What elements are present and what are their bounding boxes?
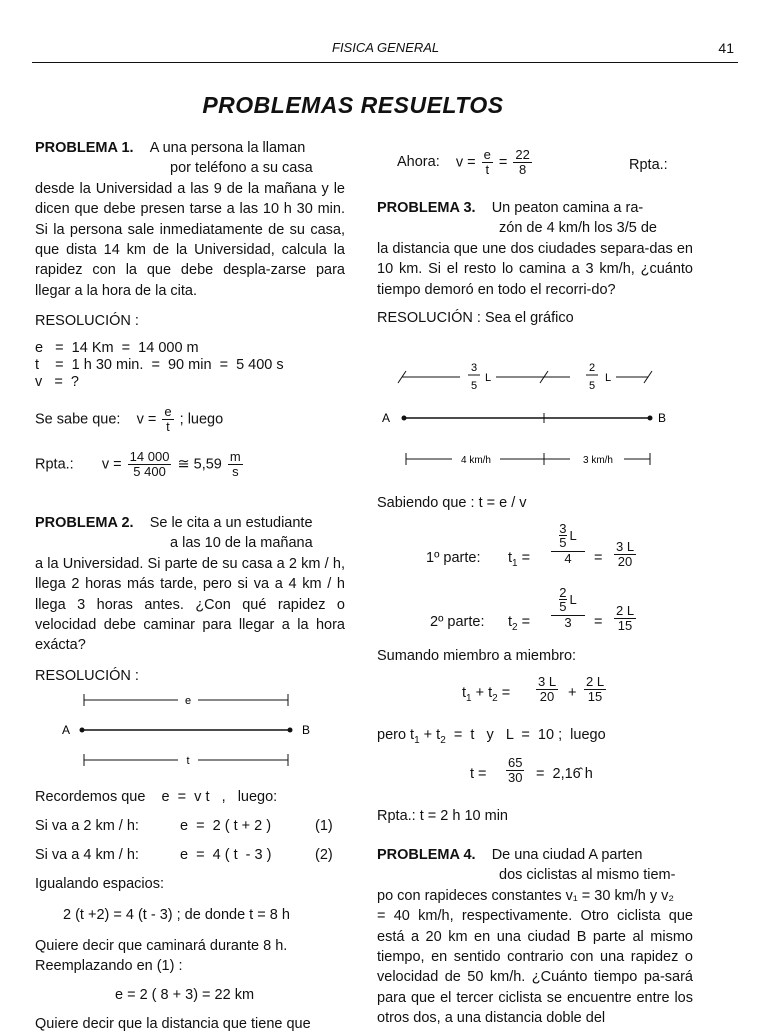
problem-2-diagram xyxy=(60,688,330,768)
problem-3-body: la distancia que une dos ciudades separa-das en 10 km. Si el resto lo camina a 3 km/h, ¿cuánto tiempo demoró en todo el recorri-do? xyxy=(377,240,693,298)
problem-2-body: a la Universidad. Si parte de su casa a 2 km / h, llega 2 horas más tarde, pero si va a 4 km / h llega 3 horas antes. ¿Con qué rapidez o velocidad debe caminar para llegar a la hora exácta? xyxy=(35,555,345,654)
case-2kmh: Si va a 2 km / h: xyxy=(35,818,139,834)
formula-v: v = xyxy=(136,410,157,427)
speed-3: 3 km/h xyxy=(582,455,614,466)
L-label-1: L xyxy=(485,372,492,384)
ahora-label: Ahora: xyxy=(397,154,440,171)
reemplazando: Reemplazando en (1) : xyxy=(35,958,183,974)
data-v: v = ? xyxy=(35,373,79,390)
eq-2: e = 4 ( t - 3 ) xyxy=(180,847,272,863)
sum-eq: $t_1 + t_2$ = $\frac{3 L}{20}$ + $\frac{2 L}{15}$ xyxy=(462,674,605,704)
problem-4 xyxy=(377,845,693,1029)
problem-2-solution xyxy=(35,783,345,1034)
rpta-v: v = xyxy=(101,455,122,472)
problem-3 xyxy=(377,198,693,328)
rpta-label: Rpta.: xyxy=(35,455,74,472)
reemplazo-eq: e = 2 ( 8 + 3) = 22 km xyxy=(115,987,255,1003)
part2-label: 2º parte: xyxy=(430,614,485,630)
problem-2-label: PROBLEMA 2. xyxy=(35,515,134,531)
data-e: e = 14 Km = 14 000 m xyxy=(35,339,199,356)
frac2-num: 2 xyxy=(588,362,596,374)
frac1-den: 5 xyxy=(470,380,478,392)
problem-3-line2: zón de 4 km/h los 3/5 de xyxy=(499,220,657,237)
problem-3-diagram xyxy=(380,355,670,470)
part2-result: $\frac{2 L}{15}$ xyxy=(616,603,635,633)
point-a: A xyxy=(382,411,391,425)
sumando: Sumando miembro a miembro: xyxy=(377,648,577,664)
frac2-den: 5 xyxy=(588,380,596,392)
problem-2-line2: a las 10 de la mañana xyxy=(170,535,313,552)
e-label: e xyxy=(184,695,192,707)
problem-1-line1: A una persona la llaman xyxy=(149,140,306,156)
fraction-e-t: $\frac{e}{t}$ xyxy=(164,403,172,434)
quiere-decir-1: Quiere decir que caminará durante 8 h. xyxy=(35,938,288,954)
case-4kmh: Si va a 4 km / h: xyxy=(35,847,139,863)
quiere-decir-2: Quiere decir que la distancia que tiene que xyxy=(35,1016,311,1032)
point-b: B xyxy=(302,723,311,737)
problem-1-body: desde la Universidad a las 9 de la mañana y le dicen que debe presen tarse a las 10 h 30 min. Si la persona sale inmediatamente de su casa, que dista 14 km de la Universidad, calcula la rapidez con la que debe despla-zarse para llegar a la hora de la cita. xyxy=(35,180,345,299)
point-b: B xyxy=(658,411,667,425)
se-sabe-que: Se sabe que: xyxy=(35,410,121,427)
problem-4-body: = 40 km/h, respectivamente. Otro ciclista que está a 20 km en una ciudad B parte al mismo tiempo, en sentido contrario con una rapidez o velocidad de 50 km/h. ¿Cuánto tiempo pa-sará para que el tercer ciclista se encuentre entre los otros dos, a una distancia doble del xyxy=(377,908,693,1027)
problem-2 xyxy=(35,513,345,686)
L-label-2: L xyxy=(605,372,612,384)
problem-4-line2: dos ciclistas al mismo tiem- xyxy=(499,867,676,884)
recordemos: Recordemos que e = v t , luego: xyxy=(35,789,278,805)
problem-1-resolution: RESOLUCIÓN : xyxy=(35,313,139,330)
problem-1-label: PROBLEMA 1. xyxy=(35,140,134,156)
problem-3-rpta: Rpta.: t = 2 h 10 min xyxy=(377,808,508,824)
part2-eq: 2º parte: $t_2$ = 2 5 L 3 = $\frac{2 L}{15}$ xyxy=(430,585,635,633)
part1-label: 1º parte: xyxy=(426,550,481,566)
problem-4-label: PROBLEMA 4. xyxy=(377,847,476,863)
rpta-value: ≅ 5,59 xyxy=(177,455,222,472)
problem-4-line1: De una ciudad A parten xyxy=(491,847,643,863)
problem-4-line3: po con rapideces constantes v₁ = 30 km/h y v₂ xyxy=(377,887,675,904)
ahora-v: v = xyxy=(455,154,476,171)
running-title: FISICA GENERAL xyxy=(332,40,440,55)
eq-1: e = 2 ( t + 2 ) xyxy=(180,818,272,834)
speed-4: 4 km/h xyxy=(460,455,492,466)
problem-1-line2: por teléfono a su casa xyxy=(170,160,313,177)
problem-3-line1: Un peaton camina a ra- xyxy=(491,200,644,216)
point-a: A xyxy=(62,723,71,737)
page-number: 41 xyxy=(718,40,734,56)
luego-text: ; luego xyxy=(179,410,224,427)
igualando: Igualando espacios: xyxy=(35,876,164,892)
eq-1-number: (1) xyxy=(315,818,333,834)
eq-2-number: (2) xyxy=(315,847,333,863)
part1-eq: 1º parte: $t_1$ = 3 5 L 4 = $\frac{3 L}{20}$ xyxy=(426,521,635,569)
problem-2-line1: Se le cita a un estudiante xyxy=(149,515,313,531)
part1-complex-frac: 3 5 L 4 xyxy=(551,522,585,565)
ahora-frac-e-t: $\frac{e}{t}$ xyxy=(483,147,491,177)
problem-3-resolution: RESOLUCIÓN : Sea el gráfico xyxy=(377,310,574,327)
ahora-line: Ahora: v = $\frac{e}{t}$ = $\frac{22}{8}$ Rpta.: xyxy=(397,147,668,177)
part1-result: $\frac{3 L}{20}$ xyxy=(616,539,635,569)
ahora-rpta: Rpta.: xyxy=(629,157,668,173)
page-header xyxy=(32,40,738,63)
pero-line: pero $t_1 + t_2 = t$ y L = 10 ; luego xyxy=(377,727,606,746)
problem-1 xyxy=(35,138,345,479)
frac1-num: 3 xyxy=(470,362,478,374)
data-t: t = 1 h 30 min. = 90 min = 5 400 s xyxy=(35,356,284,373)
unit-m-s: $\frac{m}{s}$ xyxy=(229,448,241,479)
part2-complex-frac: 2 5 L 3 xyxy=(551,586,585,629)
ahora-frac-22-8: $\frac{22}{8}$ xyxy=(515,147,530,177)
section-title: PROBLEMAS RESUELTOS xyxy=(202,92,504,118)
t-result: t = $\frac{65}{30}$ = 2,16̂ h xyxy=(470,755,593,785)
igualando-eq: 2 (t +2) = 4 (t - 3) ; de donde t = 8 h xyxy=(63,907,290,923)
problem-3-label: PROBLEMA 3. xyxy=(377,200,476,216)
fraction-14000-5400: $\frac{14 000}{5 400}$ xyxy=(129,448,170,479)
problem-2-resolution: RESOLUCIÓN : xyxy=(35,667,139,684)
sabiendo: Sabiendo que : t = e / v xyxy=(377,495,527,511)
t-label: t xyxy=(186,755,190,767)
